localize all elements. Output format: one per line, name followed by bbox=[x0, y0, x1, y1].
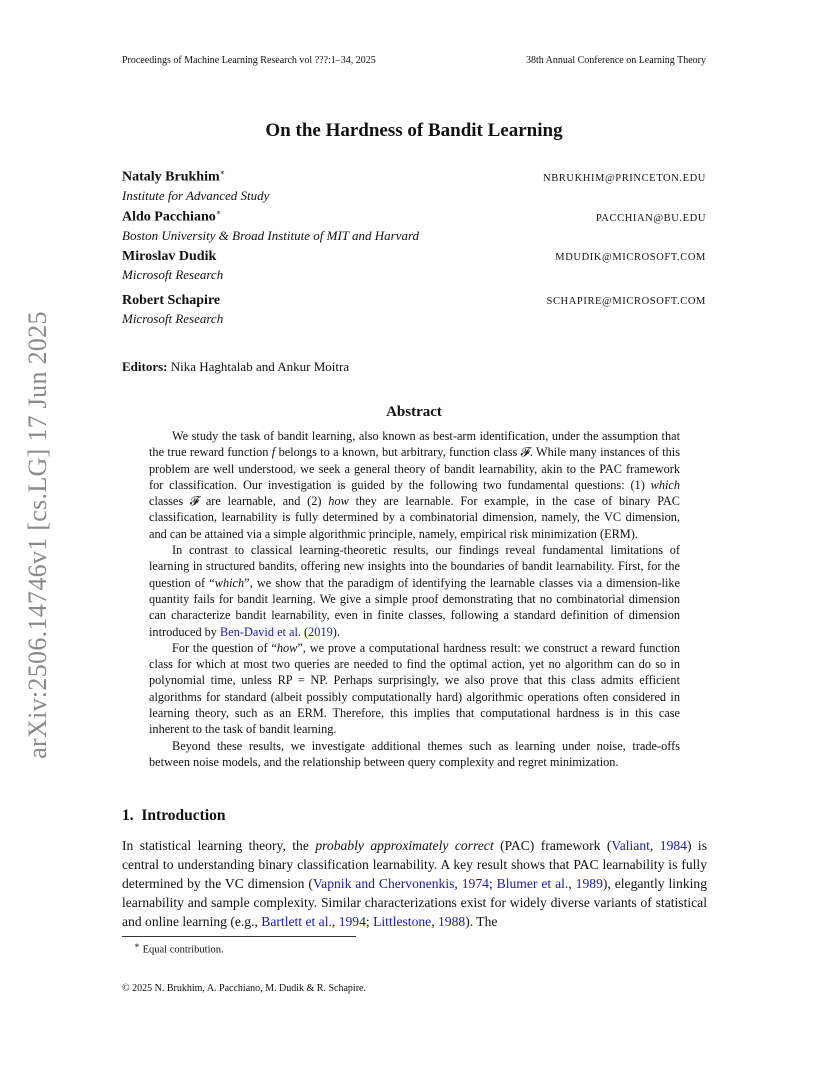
arxiv-side-stamp bbox=[10, 300, 66, 770]
author-email[interactable]: SCHAPIRE@MICROSOFT.COM bbox=[546, 296, 706, 307]
author-affiliation: Microsoft Research bbox=[122, 267, 224, 282]
author-name: Robert Schapire bbox=[122, 293, 221, 308]
author-email[interactable]: MDUDIK@MICROSOFT.COM bbox=[555, 252, 706, 263]
author-block-3 bbox=[122, 249, 706, 283]
citation-year-link[interactable]: 1984 bbox=[659, 838, 687, 853]
abstract-paragraph-1: We study the task of bandit learning, also known as best-arm identification, under the assumption that the true reward function f belongs to a known, but arbitrary, function class 𝓕. While many instances of this problem are well understood, we seek a general theory of bandit learnability, akin to the PAC framework for classification. Our investigation is guided by the following two fundamental questions: (1) which classes 𝓕 are learnable, and (2) how they are learnable. For example, in the case of binary PAC classification, learnability is fully determined by a combinatorial dimension, namely, the VC dimension, and can be attained via a simple algorithmic principle, namely, empirical risk minimization (ERM). bbox=[149, 429, 680, 541]
header-proceedings: Proceedings of Machine Learning Research vol ???:1–34, 2025 bbox=[122, 55, 376, 66]
author-block-1 bbox=[122, 168, 706, 204]
footnote-text: Equal contribution. bbox=[142, 944, 224, 956]
abstract-paragraph-4: Beyond these results, we investigate additional themes such as learning under noise, trade-offs between noise models, and the relationship between query complexity and regret minimization. bbox=[149, 738, 680, 769]
abstract-paragraph-2: In contrast to classical learning-theoretic results, our findings reveal fundamental limitations of learning in structured bandits, offering new insights into the boundaries of bandit learnability. First, for the question of “which”, we show that the paradigm of identifying the learnable classes via a dimension-like quantity fails for bandit learning. We give a simple proof demonstrating that no combinatorial dimension can characterize bandit learnability, even in finite classes, following a standard definition of dimension introduced by Ben-David et al. (2019). bbox=[149, 543, 680, 639]
citation-link[interactable]: Blumer et al. bbox=[496, 876, 569, 891]
citation-year-link[interactable]: 2019 bbox=[308, 624, 333, 639]
abstract-paragraph-3: For the question of “how”, we prove a computational hardness result: we construct a reward function class for which at most two queries are needed to find the optimal action, yet no algorithm can do so in polynomial time, unless RP = NP. Perhaps surprisingly, we also prove that this class admits efficient algorithms for standard (albeit possibly computationally hard) algorithmic operations often considered in learning theory, such as an ERM. Therefore, this implies that computational hardness is in this case inherent to the task of bandit learning. bbox=[149, 640, 680, 737]
section-heading-introduction: 1. Introduction bbox=[122, 807, 226, 824]
abstract-body bbox=[149, 428, 680, 770]
author-affiliation: Boston University & Broad Institute of MIT and Harvard bbox=[122, 227, 420, 243]
editors-label: Editors: bbox=[122, 359, 168, 374]
running-header bbox=[122, 55, 706, 66]
author-block-2 bbox=[122, 208, 706, 244]
paper-title: On the Hardness of Bandit Learning bbox=[265, 120, 563, 141]
citation-year-link[interactable]: 1988 bbox=[438, 914, 466, 929]
equal-contribution-mark: ∗ bbox=[215, 208, 222, 217]
equal-contribution-mark: ∗ bbox=[219, 168, 226, 177]
arxiv-identifier: arXiv:2506.14746v1 [cs.LG] 17 Jun 2025 bbox=[23, 311, 52, 759]
footnote-mark: ∗ bbox=[134, 940, 140, 950]
citation-link[interactable]: Ben-David et al. bbox=[220, 624, 301, 639]
editors-line bbox=[122, 359, 349, 375]
introduction-paragraph: In statistical learning theory, the probably approximately correct (PAC) framework (Valiant, 1984) is central to understanding binary classification learnability. A key result shows that PAC learnability is fully determined by the VC dimension (Vapnik and Chervonenkis, 1974; Blumer et al., 1989), elegantly linking learnability and sample complexity. Similar characterizations exist for widely diverse variants of statistical and online learning (e.g., Bartlett et al., 1994; Littlestone, 1988). The bbox=[122, 838, 708, 929]
author-affiliation: Institute for Advanced Study bbox=[122, 187, 270, 203]
footnote bbox=[134, 940, 224, 956]
footnote-rule bbox=[122, 936, 356, 937]
citation-year-link[interactable]: 1989 bbox=[575, 876, 603, 891]
citation-year-link[interactable]: 1974 bbox=[461, 876, 489, 891]
author-email[interactable]: PACCHIAN@BU.EDU bbox=[595, 212, 706, 224]
editors-names: Nika Haghtalab and Ankur Moitra bbox=[170, 359, 350, 374]
author-email[interactable]: NBRUKHIM@PRINCETON.EDU bbox=[543, 172, 706, 184]
author-block-4 bbox=[122, 293, 706, 327]
citation-year-link[interactable]: 1994 bbox=[338, 914, 366, 929]
header-conference: 38th Annual Conference on Learning Theory bbox=[525, 55, 706, 66]
author-name: Aldo Pacchiano∗ bbox=[122, 208, 222, 225]
citation-link[interactable]: Vapnik and Chervonenkis bbox=[312, 876, 455, 891]
copyright-line: © 2025 N. Brukhim, A. Pacchiano, M. Dudik & R. Schapire. bbox=[122, 983, 366, 994]
citation-link[interactable]: Littlestone bbox=[373, 914, 432, 929]
author-name: Miroslav Dudik bbox=[122, 249, 217, 264]
citation-link[interactable]: Valiant bbox=[611, 838, 650, 853]
author-name: Nataly Brukhim∗ bbox=[122, 168, 226, 185]
citation-link[interactable]: Bartlett et al. bbox=[261, 914, 332, 929]
author-affiliation: Microsoft Research bbox=[122, 311, 224, 326]
abstract-heading: Abstract bbox=[386, 404, 442, 420]
